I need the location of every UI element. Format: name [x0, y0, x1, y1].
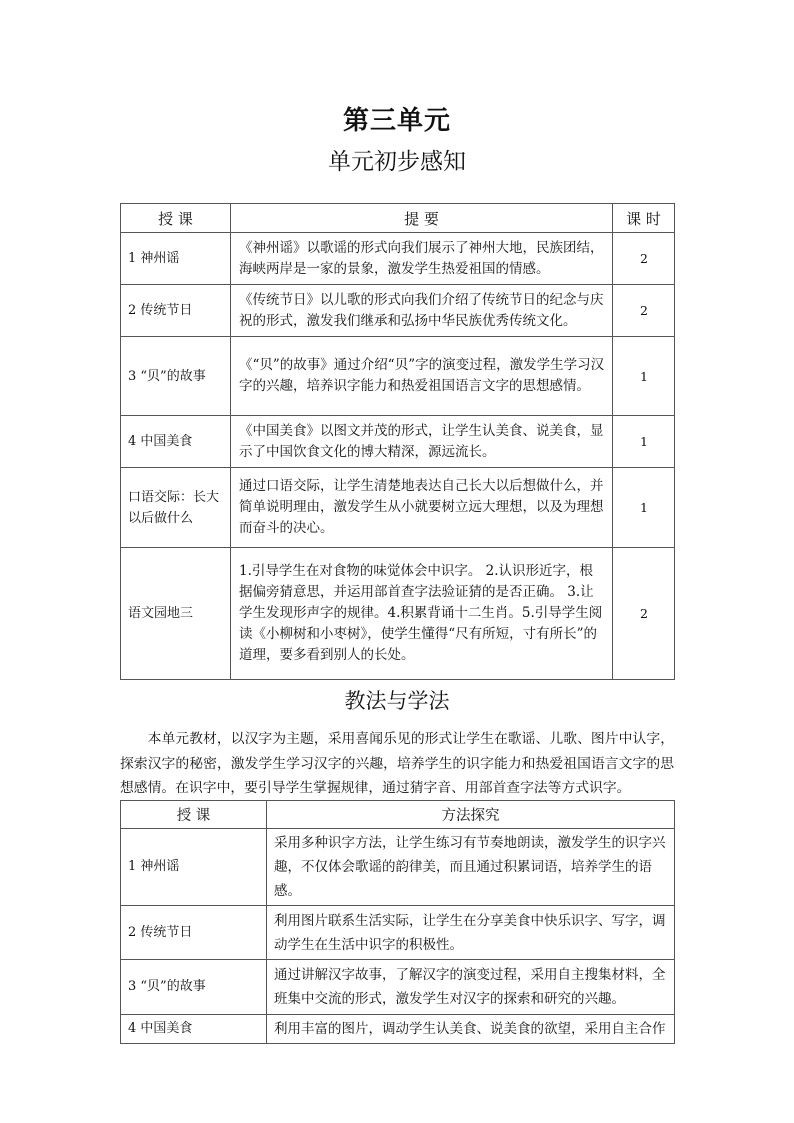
hours-cell: 1 [613, 416, 675, 468]
column-header-course: 授 课 [121, 801, 267, 829]
summary-cell: 通过口语交际，让学生清楚地表达自己长大以后想做什么，并简单说明理由，激发学生从小就要树立远大理想，以及为理想而奋斗的决心。 [231, 468, 613, 548]
table-row [121, 1015, 675, 1044]
course-cell: 3 “贝”的故事 [121, 337, 231, 416]
course-cell: 口语交际：长大以后做什么 [121, 468, 231, 548]
summary-cell: 《中国美食》以图文并茂的形式，让学生认美食、说美食，显示了中国饮食文化的博大精深，源远流长。 [231, 416, 613, 468]
section-title: 教法与学法 [344, 689, 450, 713]
course-cell: 4 中国美食 [121, 416, 231, 468]
page-title: 第三单元 [342, 106, 451, 136]
page-subtitle: 单元初步感知 [328, 149, 466, 175]
table-row [121, 960, 675, 1015]
course-cell: 1 神州谣 [121, 829, 267, 906]
table-header-row [121, 204, 675, 233]
column-header-hours: 课 时 [613, 204, 675, 233]
column-header-summary: 提 要 [231, 204, 613, 233]
table-row [121, 829, 675, 906]
method-cell: 利用图片联系生活实际，让学生在分享美食中快乐识字、写字，调动学生在生活中识字的积极性。 [267, 906, 675, 960]
intro-paragraph: 本单元教材，以汉字为主题，采用喜闻乐见的形式让学生在歌谣、儿歌、图片中认字，探索汉字的秘密，激发学生学习汉字的兴趣，培养学生的识字能力和热爱祖国语言文字的思想感情。在识字中，要引导学生掌握规律，通过猜字音、用部首查字法等方式识字。 [120, 731, 674, 796]
table-row [121, 906, 675, 960]
table-header-row [121, 801, 675, 829]
summary-cell: 《传统节日》以儿歌的形式向我们介绍了传统节日的纪念与庆祝的形式，激发我们继承和弘扬中华民族优秀传统文化。 [231, 285, 613, 337]
course-cell: 4 中国美食 [121, 1015, 267, 1044]
unit-overview-table [120, 203, 675, 680]
hours-cell: 1 [613, 468, 675, 548]
summary-cell: 《“贝”的故事》通过介绍“贝”字的演变过程，激发学生学习汉字的兴趣，培养识字能力和热爱祖国语言文字的思想感情。 [231, 337, 613, 416]
teaching-method-table [120, 800, 675, 1044]
hours-cell: 1 [613, 337, 675, 416]
table-row [121, 548, 675, 680]
summary-cell: 《神州谣》以歌谣的形式向我们展示了神州大地，民族团结，海峡两岸是一家的景象，激发学生热爱祖国的情感。 [231, 233, 613, 285]
course-cell: 语文园地三 [121, 548, 231, 680]
table-row [121, 337, 675, 416]
table-row [121, 468, 675, 548]
hours-cell: 2 [613, 285, 675, 337]
column-header-method: 方法探究 [267, 801, 675, 829]
hours-cell: 2 [613, 233, 675, 285]
method-cell: 采用多种识字方法，让学生练习有节奏地朗读，激发学生的识字兴趣，不仅体会歌谣的韵律美，而且通过积累词语，培养学生的语感。 [267, 829, 675, 906]
table-row [121, 233, 675, 285]
summary-cell: 1.引导学生在对食物的味觉体会中识字。 2.认识形近字，根据偏旁猜意思，并运用部首查字法验证猜的是否正确。 3.让学生发现形声字的规律。4.积累背诵十二生肖。5.引导学生阅读《小柳树和小枣树》，使学生懂得“尺有所短，寸有所长”的道理，要多看到别人的长处。 [231, 548, 613, 680]
column-header-course: 授 课 [121, 204, 231, 233]
method-cell: 利用丰富的图片，调动学生认美食、说美食的欲望，采用自主合作 [267, 1015, 675, 1044]
course-cell: 1 神州谣 [121, 233, 231, 285]
table-row [121, 416, 675, 468]
course-cell: 2 传统节日 [121, 906, 267, 960]
course-cell: 3 “贝”的故事 [121, 960, 267, 1015]
table-row [121, 285, 675, 337]
method-cell: 通过讲解汉字故事，了解汉字的演变过程，采用自主搜集材料，全班集中交流的形式，激发学生对汉字的探索和研究的兴趣。 [267, 960, 675, 1015]
course-cell: 2 传统节日 [121, 285, 231, 337]
hours-cell: 2 [613, 548, 675, 680]
